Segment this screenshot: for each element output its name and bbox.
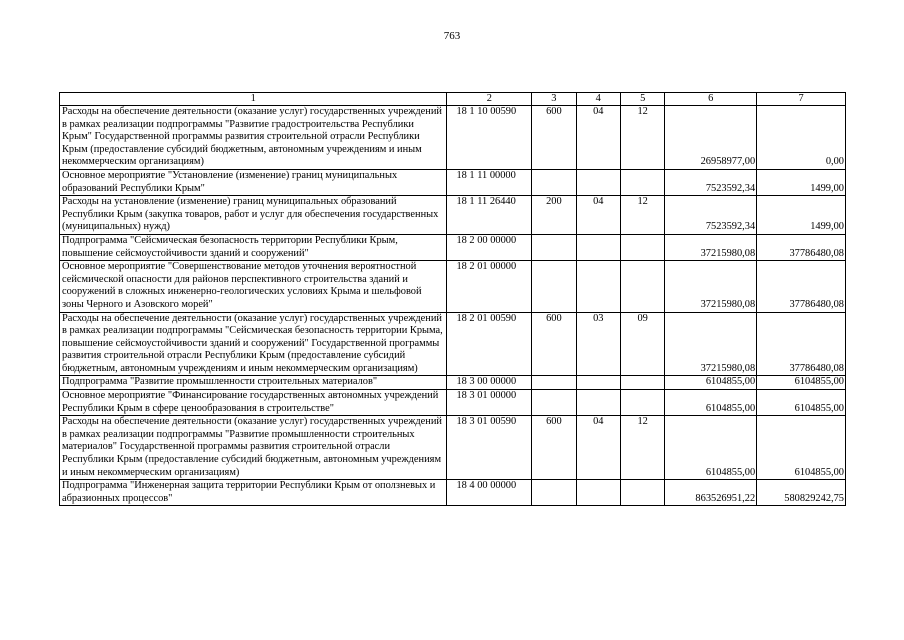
row-sum-year1-cell: 37215980,08 — [665, 312, 757, 376]
budget-table — [59, 92, 846, 506]
row-code-cell: 18 2 01 00590 — [447, 312, 532, 376]
row-code-cell: 18 4 00 00000 — [447, 480, 532, 506]
row-subsection-cell: 09 — [620, 312, 664, 376]
row-expense-type-cell — [532, 390, 576, 416]
row-sum-year1-cell: 6104855,00 — [665, 416, 757, 480]
row-sum-year1-cell: 37215980,08 — [665, 261, 757, 312]
page-number: 763 — [443, 30, 461, 42]
row-section-cell — [576, 169, 620, 195]
row-sum-year1-cell: 37215980,08 — [665, 234, 757, 260]
row-expense-type-cell — [532, 234, 576, 260]
row-name-cell: Подпрограмма "Развитие промышленности строительных материалов" — [60, 376, 447, 390]
row-expense-type-cell — [532, 376, 576, 390]
row-name-cell: Основное мероприятие "Установление (изменение) границ муниципальных образований Республики Крым" — [60, 169, 447, 195]
row-expense-type-cell: 600 — [532, 416, 576, 480]
row-sum-year1-cell: 6104855,00 — [665, 376, 757, 390]
row-code-cell: 18 1 10 00590 — [447, 106, 532, 170]
table-row — [60, 196, 846, 235]
column-header: 1 — [60, 93, 447, 106]
row-expense-type-cell — [532, 261, 576, 312]
row-sum-year1-cell: 6104855,00 — [665, 390, 757, 416]
row-sum-year2-cell: 0,00 — [757, 106, 846, 170]
row-code-cell: 18 3 00 00000 — [447, 376, 532, 390]
row-expense-type-cell: 600 — [532, 106, 576, 170]
column-header: 6 — [665, 93, 757, 106]
row-expense-type-cell: 200 — [532, 196, 576, 235]
row-code-cell: 18 3 01 00000 — [447, 390, 532, 416]
row-sum-year2-cell: 1499,00 — [757, 169, 846, 195]
row-sum-year1-cell: 7523592,34 — [665, 196, 757, 235]
row-code-cell: 18 2 01 00000 — [447, 261, 532, 312]
row-name-cell: Расходы на обеспечение деятельности (оказание услуг) государственных учреждений в рамках реализации подпрограммы "Развитие градостроительства Республики Крым" Государственной программы развития строительной отрасли Республики Крым (предоставление субсидий бюджетным, автономным учреждениям и иным некоммерческим организациям) — [60, 106, 447, 170]
row-expense-type-cell — [532, 480, 576, 506]
column-header: 4 — [576, 93, 620, 106]
row-section-cell: 03 — [576, 312, 620, 376]
row-sum-year2-cell: 580829242,75 — [757, 480, 846, 506]
row-section-cell: 04 — [576, 196, 620, 235]
row-sum-year1-cell: 863526951,22 — [665, 480, 757, 506]
table-row — [60, 169, 846, 195]
table-row — [60, 390, 846, 416]
column-header: 7 — [757, 93, 846, 106]
row-section-cell: 04 — [576, 106, 620, 170]
row-subsection-cell: 12 — [620, 416, 664, 480]
table-row — [60, 261, 846, 312]
row-name-cell: Расходы на обеспечение деятельности (оказание услуг) государственных учреждений в рамках реализации подпрограммы "Сейсмическая безопасность территории Крыма, повышение сейсмоустойчивости зданий и сооружений" Государственной программы развития строительной отрасли Республики Крым (предоставление субсидий бюджетным, автономным учреждениям и иным некоммерческим организациям) — [60, 312, 447, 376]
row-subsection-cell — [620, 261, 664, 312]
row-section-cell — [576, 261, 620, 312]
row-name-cell: Основное мероприятие "Совершенствование методов уточнения вероятностной сейсмической опасности для районов перспективного строительства зданий и сооружений в сложных инженерно-геологических условиях Крыма и шельфовой зоны Черного и Азовского морей" — [60, 261, 447, 312]
row-sum-year2-cell: 1499,00 — [757, 196, 846, 235]
row-sum-year2-cell: 37786480,08 — [757, 312, 846, 376]
table-header-row — [60, 93, 846, 106]
row-subsection-cell — [620, 480, 664, 506]
row-subsection-cell — [620, 169, 664, 195]
row-section-cell — [576, 376, 620, 390]
row-code-cell: 18 2 00 00000 — [447, 234, 532, 260]
row-section-cell — [576, 480, 620, 506]
row-section-cell: 04 — [576, 416, 620, 480]
row-sum-year1-cell: 7523592,34 — [665, 169, 757, 195]
row-code-cell: 18 1 11 26440 — [447, 196, 532, 235]
row-name-cell: Подпрограмма "Инженерная защита территории Республики Крым от оползневых и абразионных процессов" — [60, 480, 447, 506]
row-section-cell — [576, 390, 620, 416]
table-row — [60, 376, 846, 390]
table-row — [60, 234, 846, 260]
row-subsection-cell: 12 — [620, 196, 664, 235]
row-subsection-cell: 12 — [620, 106, 664, 170]
table-row — [60, 480, 846, 506]
row-name-cell: Расходы на установление (изменение) границ муниципальных образований Республики Крым (закупка товаров, работ и услуг для обеспечения государственных (муниципальных) нужд) — [60, 196, 447, 235]
table-row — [60, 312, 846, 376]
row-code-cell: 18 3 01 00590 — [447, 416, 532, 480]
row-sum-year2-cell: 37786480,08 — [757, 234, 846, 260]
row-expense-type-cell — [532, 169, 576, 195]
row-subsection-cell — [620, 390, 664, 416]
row-sum-year2-cell: 37786480,08 — [757, 261, 846, 312]
row-name-cell: Основное мероприятие "Финансирование государственных автономных учреждений Республики Крым в сфере ценообразования в строительстве" — [60, 390, 447, 416]
row-name-cell: Подпрограмма "Сейсмическая безопасность территории Республики Крым, повышение сейсмоустойчивости зданий и сооружений" — [60, 234, 447, 260]
row-sum-year2-cell: 6104855,00 — [757, 376, 846, 390]
row-sum-year1-cell: 26958977,00 — [665, 106, 757, 170]
row-code-cell: 18 1 11 00000 — [447, 169, 532, 195]
column-header: 2 — [447, 93, 532, 106]
column-header: 5 — [620, 93, 664, 106]
row-sum-year2-cell: 6104855,00 — [757, 416, 846, 480]
row-name-cell: Расходы на обеспечение деятельности (оказание услуг) государственных учреждений в рамках реализации подпрограммы "Развитие промышленности строительных материалов" Государственной программы развития строительной отрасли Республики Крым (предоставление субсидий бюджетным, автономным учреждениям и иным некоммерческим организациям) — [60, 416, 447, 480]
row-section-cell — [576, 234, 620, 260]
row-sum-year2-cell: 6104855,00 — [757, 390, 846, 416]
table-row — [60, 106, 846, 170]
table-row — [60, 416, 846, 480]
column-header: 3 — [532, 93, 576, 106]
row-subsection-cell — [620, 376, 664, 390]
row-subsection-cell — [620, 234, 664, 260]
row-expense-type-cell: 600 — [532, 312, 576, 376]
